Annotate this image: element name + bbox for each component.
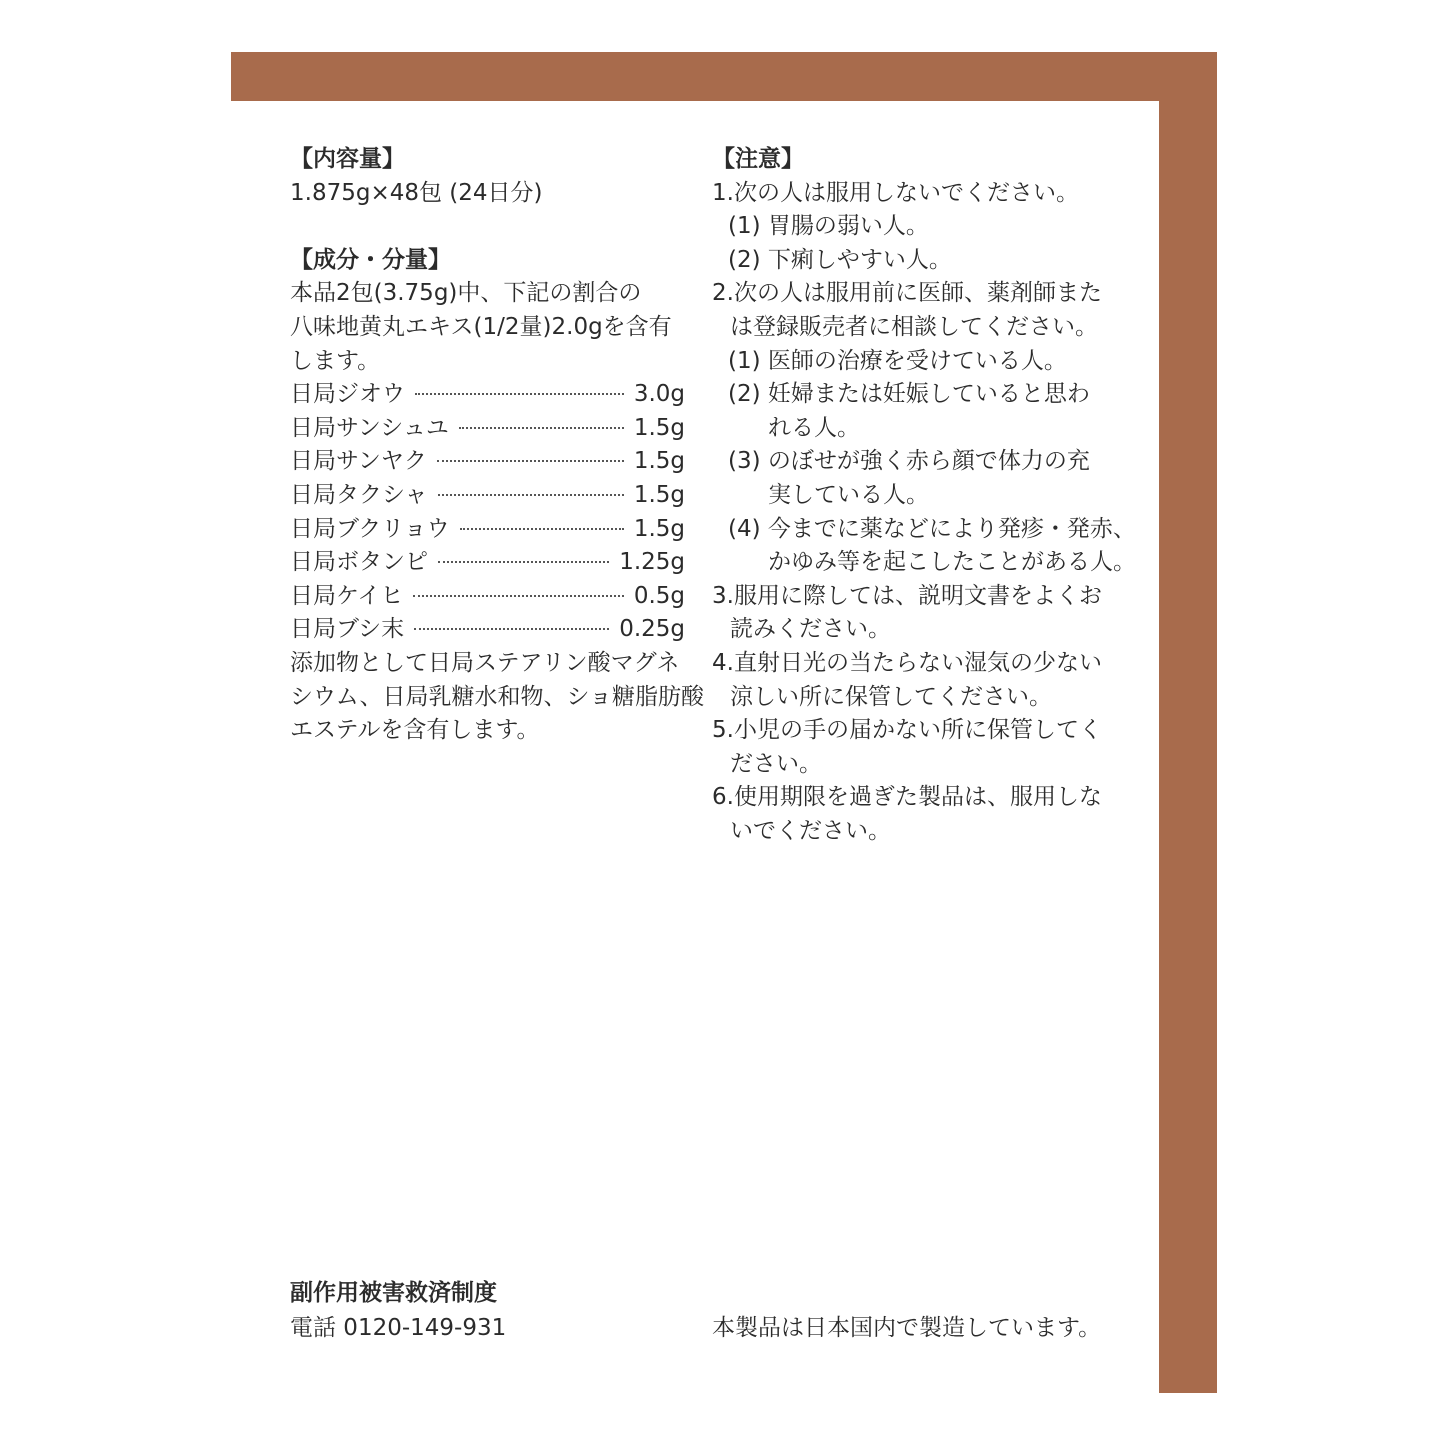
caution-item-continued: ださい。 xyxy=(730,750,822,777)
caution-subitem: (4) 今までに薬などにより発疹・発赤、 xyxy=(728,515,1136,542)
caution-item: 6.使用期限を過ぎた製品は、服用しな xyxy=(712,784,1102,811)
ingredient-name: 日局サンヤク xyxy=(290,448,427,475)
caution-item: 1.次の人は服用しないでください。 xyxy=(712,179,1079,206)
caution-subitem: (3) のぼせが強く赤ら顔で体力の充 xyxy=(728,448,1090,475)
ingredient-name: 日局ジオウ xyxy=(290,381,405,408)
caution-heading: 【注意】 xyxy=(712,146,804,172)
ingredients-intro-line: 本品2包(3.75g)中、下記の割合の xyxy=(290,280,642,307)
caution-subitem-continued: かゆみ等を起こしたことがある人。 xyxy=(768,549,1136,576)
leader-dots xyxy=(460,528,624,530)
caution-item: 5.小児の手の届かない所に保管してく xyxy=(712,717,1102,744)
ingredient-amount: 1.5g xyxy=(633,414,685,441)
ingredient-name: 日局サンシュユ xyxy=(290,414,449,441)
top-decorative-band xyxy=(231,52,1217,101)
leader-dots xyxy=(414,628,609,630)
ingredient-row xyxy=(290,445,685,479)
caution-item-continued: 読みください。 xyxy=(730,616,891,643)
made-in-japan-note: 本製品は日本国内で製造しています。 xyxy=(712,1315,1102,1341)
content-heading: 【内容量】 xyxy=(290,146,405,172)
leader-dots xyxy=(438,494,624,496)
caution-item: 3.服用に際しては、説明文書をよくお xyxy=(712,582,1102,609)
ingredient-name: 日局ケイヒ xyxy=(290,582,404,609)
leader-dots xyxy=(459,427,624,429)
caution-subitem: (1) 医師の治療を受けている人。 xyxy=(728,347,1067,374)
caution-subitem: (2) 下痢しやすい人。 xyxy=(728,246,952,273)
leader-dots xyxy=(415,393,624,395)
content-value: 1.875g×48包 (24日分) xyxy=(290,179,543,206)
right-decorative-band xyxy=(1159,52,1217,1393)
leader-dots xyxy=(413,595,623,597)
ingredient-name: 日局ボタンピ xyxy=(290,549,428,576)
ingredient-amount: 1.5g xyxy=(633,515,685,542)
ingredients-intro-line: 八味地黄丸エキス(1/2量)2.0gを含有 xyxy=(290,313,672,340)
ingredients-heading: 【成分・分量】 xyxy=(290,246,451,273)
right-column xyxy=(712,143,1142,848)
caution-item-continued: いでください。 xyxy=(730,817,891,844)
ingredient-name: 日局タクシャ xyxy=(290,481,428,508)
ingredient-amount: 0.25g xyxy=(619,616,685,643)
ingredient-row xyxy=(290,546,685,580)
ingredient-row xyxy=(290,479,685,513)
ingredient-amount: 1.5g xyxy=(633,448,685,475)
ingredient-name: 日局ブクリョウ xyxy=(290,515,450,542)
ingredient-amount: 0.5g xyxy=(633,582,685,609)
relief-phone: 電話 0120-149-931 xyxy=(290,1315,507,1341)
ingredient-amount: 1.25g xyxy=(619,549,685,576)
caution-item-continued: 涼しい所に保管してください。 xyxy=(730,683,1052,710)
ingredient-name: 日局ブシ末 xyxy=(290,616,405,643)
additives-line: シウム、日局乳糖水和物、ショ糖脂肪酸 xyxy=(290,683,704,710)
leader-dots xyxy=(437,460,624,462)
left-column xyxy=(290,143,704,748)
caution-subitem: (1) 胃腸の弱い人。 xyxy=(728,213,929,240)
leader-dots xyxy=(438,561,609,563)
ingredient-amount: 3.0g xyxy=(633,381,685,408)
caution-item: 4.直射日光の当たらない湿気の少ない xyxy=(712,649,1102,676)
additives-line: 添加物として日局ステアリン酸マグネ xyxy=(290,649,680,676)
ingredients-intro-line: します。 xyxy=(290,347,381,374)
ingredient-row xyxy=(290,412,685,446)
ingredient-amount: 1.5g xyxy=(633,481,685,508)
caution-item-continued: は登録販売者に相談してください。 xyxy=(730,313,1098,340)
relief-system-title: 副作用被害救済制度 xyxy=(290,1280,497,1306)
caution-item: 2.次の人は服用前に医師、薬剤師また xyxy=(712,280,1102,307)
ingredient-row xyxy=(290,613,685,647)
additives-line: エステルを含有します。 xyxy=(290,717,540,744)
ingredient-row xyxy=(290,580,685,614)
ingredient-row xyxy=(290,513,685,547)
caution-subitem: (2) 妊婦または妊娠していると思わ xyxy=(728,381,1090,408)
ingredient-row xyxy=(290,378,685,412)
caution-subitem-continued: 実している人。 xyxy=(768,481,929,508)
caution-subitem-continued: れる人。 xyxy=(768,414,860,441)
footer-relief-block xyxy=(290,1276,506,1346)
